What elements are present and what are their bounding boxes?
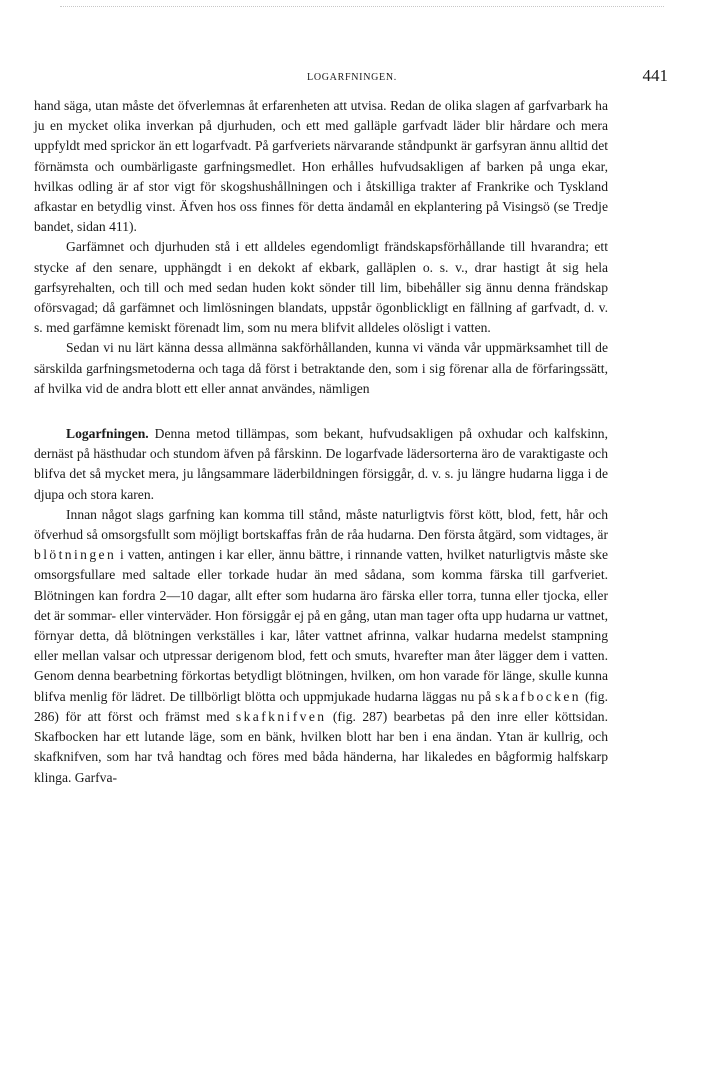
- scan-edge-line: [60, 6, 664, 7]
- body-text: [34, 96, 608, 788]
- running-head: [0, 66, 704, 90]
- paragraph-5-part-c: (fig. 286) för att först och främst med: [34, 688, 608, 724]
- paragraph-3: Sedan vi nu lärt känna dessa allmänna sakförhållanden, kunna vi vända vår uppmärksamhet till de särskilda garfningsmetoderna och taga då först i betraktande den, som i sig förenar alla de förfaringssätt, af hvilka vid de andra blott ett eller annat användes, nämligen: [34, 340, 608, 396]
- term-blotningen: blötningen: [34, 547, 117, 563]
- term-skafbocken: skafbocken: [495, 688, 581, 704]
- paragraph-5-part-a: Innan något slags garfning kan komma till stånd, måste naturligtvis först kött, blod, fett, hår och öfverhud så omsorgsfullt som möjligt bortskaffas från de råa hudarna. Den första åtgärd, som vidtages, är: [34, 506, 608, 543]
- paragraph-1: hand säga, utan måste det öfverlemnas åt erfarenheten att utvisa. Redan de olika slagen af garfvarbark ha ju en mycket olika inverkan på djurhuden, och ett med galläple garfvadt läder blir hårdare och mera uppfyldt med sprickor än ett logarfvadt. På garfveriets närvarande ståndpunkt är garfsyran ännu alltid det förnämsta och oumbärligaste garfningsmedlet. Hon erhålles hufvudsakligen af barken på unga ekar, hvilkas odling är af stor vigt för skogshushållningen och i åtskilliga trakter af Frankrike och Tyskland afkastar en betydlig vinst. Äfven hos oss finnes för detta ändamål en ekplantering på Visingsö (se Tredje bandet, sidan 411).: [34, 98, 608, 235]
- section-heading: Logarfningen.: [66, 426, 149, 442]
- section-gap: [34, 399, 608, 424]
- running-title: LOGARFNINGEN.: [307, 72, 397, 83]
- term-skafknifven: skafknifven: [235, 708, 327, 724]
- paragraph-5: [34, 505, 608, 788]
- paragraph-2: Garfämnet och djurhuden stå i ett alldeles egendomligt frändskapsförhållande till hvarandra; ett stycke af den senare, upphängdt i en dekokt af ekbark, galläplen o. s. v., drar hastigt åt sig hela garfsyrehalten, och till och med sedan huden kokt sönder till lim, bibehåller sig ännu denna frändskap oförsvagad; då garfämnet och limlösningen blandats, uppstår ögonblickligt en fällning af garfvadt, d. v. s. med garfämne kemiskt förenadt lim, som nu mera blifvit alldeles olösligt i vatten.: [34, 239, 608, 336]
- paragraph-logarfningen: [34, 424, 608, 505]
- paragraph-logarfningen-text: Denna metod tillämpas, som bekant, hufvudsakligen på oxhudar och kalfskinn, dernäst på hästhudar och stundom äfven på fårskinn. De logarfvade lädersorterna äro de varaktigaste och blifva det så mycket mera, ju långsammare läderbildningen försiggår, d. v. s. ju längre hudarna ligga i de djupa och stora karen.: [34, 426, 608, 502]
- page-number: 441: [642, 66, 668, 85]
- paragraph-5-part-b: i vatten, antingen i kar eller, ännu bättre, i rinnande vatten, hvilket naturligtvis måste ske omsorgsfullare med saltade eller torkade hudar än med sådana, som komma färska till garfveriet. Blötningen kan fordra 2—10 dagar, allt efter som hudarna äro färska eller torra, tunna eller tjocka, eller det är sommar- eller vinterväder. Hon försiggår ej på en gång, utan man tager ofta upp hudarna ur vattnet, förnyar detta, då blötningen verkställes i kar, låter vattnet afrinna, valkar hudarna medelst stampning eller mellan valsar och utpressar derigenom blod, fett och smuts, hvarefter man åter lägger dem i vatten. Genom denna bearbetning förkortas betydligt blötningen, hvilken, om hon varade för länge, skulle kunna blifva menlig för lädret. De tillbörligt blötta och uppmjukade hudarna läggas nu på: [34, 547, 608, 704]
- paragraph-5-part-d: (fig. 287) bearbetas på den inre eller köttsidan. Skafbocken har ett lutande läge, som en bänk, hvilken blott har ben i ena ändan. Ytan är kullrig, och skafknifven, som har två handtag och föres med båda händerna, har likaledes en bågformig halfskarp klinga. Garfva-: [34, 708, 608, 785]
